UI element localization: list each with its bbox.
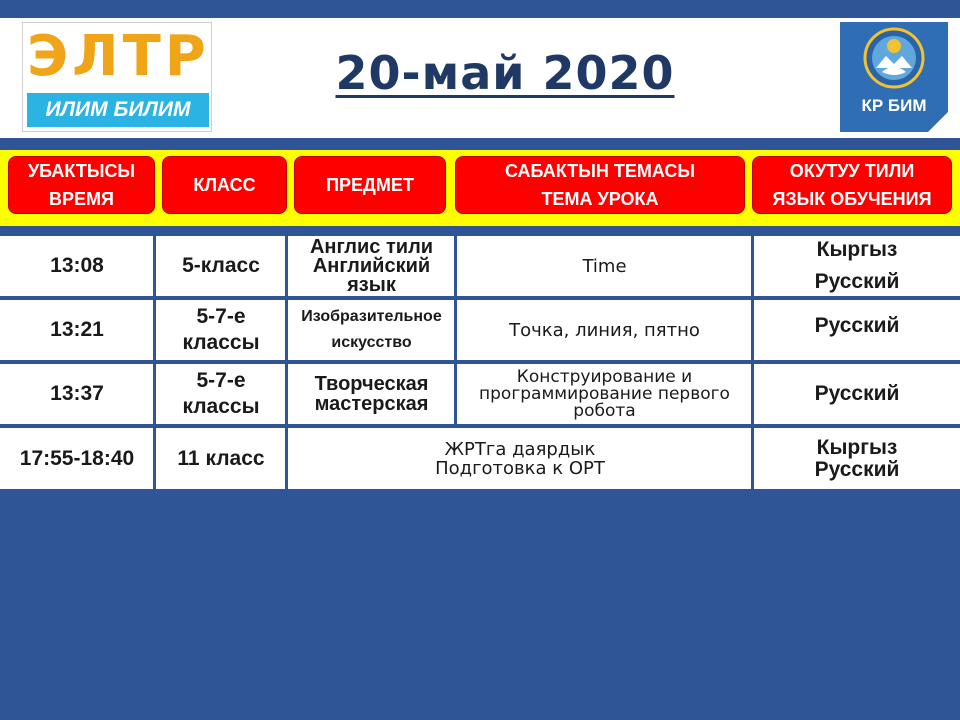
column-header-line: САБАКТЫН ТЕМАСЫ	[504, 161, 696, 181]
column-header-time	[8, 156, 155, 214]
cell-text: Русский	[814, 270, 900, 293]
row-divider	[0, 296, 960, 300]
cell-text: Англис тили	[309, 235, 434, 258]
eltr-logo	[22, 22, 212, 132]
cell-text: 13:37	[50, 382, 104, 405]
column-divider	[751, 236, 754, 489]
cell-text: робота	[573, 400, 636, 421]
row-4-class	[156, 428, 286, 489]
cell-text: Подготовка к ОРТ	[435, 457, 605, 479]
row-2-time	[0, 300, 154, 360]
cell-text: 13:21	[50, 318, 104, 341]
row-4-time	[0, 428, 154, 489]
column-header-topic	[455, 156, 745, 214]
row-divider	[0, 424, 960, 428]
cell-text: Русский	[814, 382, 900, 405]
cell-text: 13:08	[50, 254, 104, 277]
cell-text: Time	[582, 255, 627, 277]
column-header-line: ПРЕДМЕТ	[326, 175, 414, 195]
column-divider	[454, 236, 457, 424]
cell-text: 5-класс	[182, 254, 260, 277]
row-2-subject	[288, 300, 455, 360]
row-2-class	[156, 300, 286, 360]
row-2-topic	[457, 300, 752, 360]
row-1-subject	[288, 236, 455, 296]
column-header-class	[162, 156, 287, 214]
cell-text: программирование первого	[479, 383, 730, 404]
column-divider	[285, 236, 288, 489]
cell-text: Русский	[814, 457, 900, 481]
page-title: 20-май 2020	[335, 46, 675, 100]
cell-text: Кыргыз	[816, 435, 898, 459]
cell-text: Изобразительное	[301, 308, 442, 325]
column-header-line: КЛАСС	[193, 175, 256, 195]
cell-text: 5-7-е	[196, 305, 246, 328]
row-4-topic	[288, 428, 752, 489]
cell-text: Английский	[312, 254, 431, 277]
row-1-topic	[457, 236, 752, 296]
cell-text: Кыргыз	[816, 238, 898, 261]
row-2-language	[754, 300, 960, 360]
cell-text: мастерская	[314, 393, 429, 415]
row-3-subject	[288, 364, 455, 424]
row-3-time	[0, 364, 154, 424]
cell-text: классы	[182, 395, 260, 418]
cell-text: Творческая	[314, 373, 429, 395]
cell-text: Точка, линия, пятно	[509, 319, 700, 341]
column-header-line: ТЕМА УРОКА	[541, 189, 659, 209]
cell-text: ЖРТга даярдык	[444, 438, 596, 460]
kyrgyz-state-emblem-icon	[862, 26, 926, 92]
logo-bottom-text: ИЛИМ БИЛИМ	[27, 93, 209, 127]
column-header-language	[752, 156, 952, 214]
cell-text: 11 класс	[177, 446, 265, 470]
cell-text: 5-7-е	[196, 369, 246, 392]
cell-text: язык	[347, 273, 396, 296]
row-divider	[0, 360, 960, 364]
logo-top-text: ЭЛТР	[27, 24, 210, 89]
cell-text: Русский	[814, 314, 900, 337]
row-4-language	[754, 428, 960, 489]
cell-text: Конструирование и	[516, 366, 693, 387]
cell-text: искусство	[331, 334, 412, 351]
kr-bim-logo	[840, 22, 948, 132]
cell-text: классы	[182, 331, 260, 354]
row-3-class	[156, 364, 286, 424]
corner-fold	[928, 112, 948, 132]
row-3-language	[754, 364, 960, 424]
emblem-label: КР БИМ	[861, 96, 927, 115]
row-3-topic	[457, 364, 752, 424]
column-header-subject	[294, 156, 446, 214]
column-header-line: ОКУТУУ ТИЛИ	[789, 161, 915, 181]
column-header-line: ЯЗЫК ОБУЧЕНИЯ	[772, 189, 932, 209]
column-header-line: ВРЕМЯ	[49, 189, 114, 209]
row-1-class	[156, 236, 286, 296]
cell-text: 17:55-18:40	[19, 446, 135, 470]
column-header-row	[0, 150, 960, 226]
column-divider	[153, 236, 156, 489]
row-1-language	[754, 236, 960, 296]
column-header-line: УБАКТЫСЫ	[27, 161, 136, 181]
row-1-time	[0, 236, 154, 296]
